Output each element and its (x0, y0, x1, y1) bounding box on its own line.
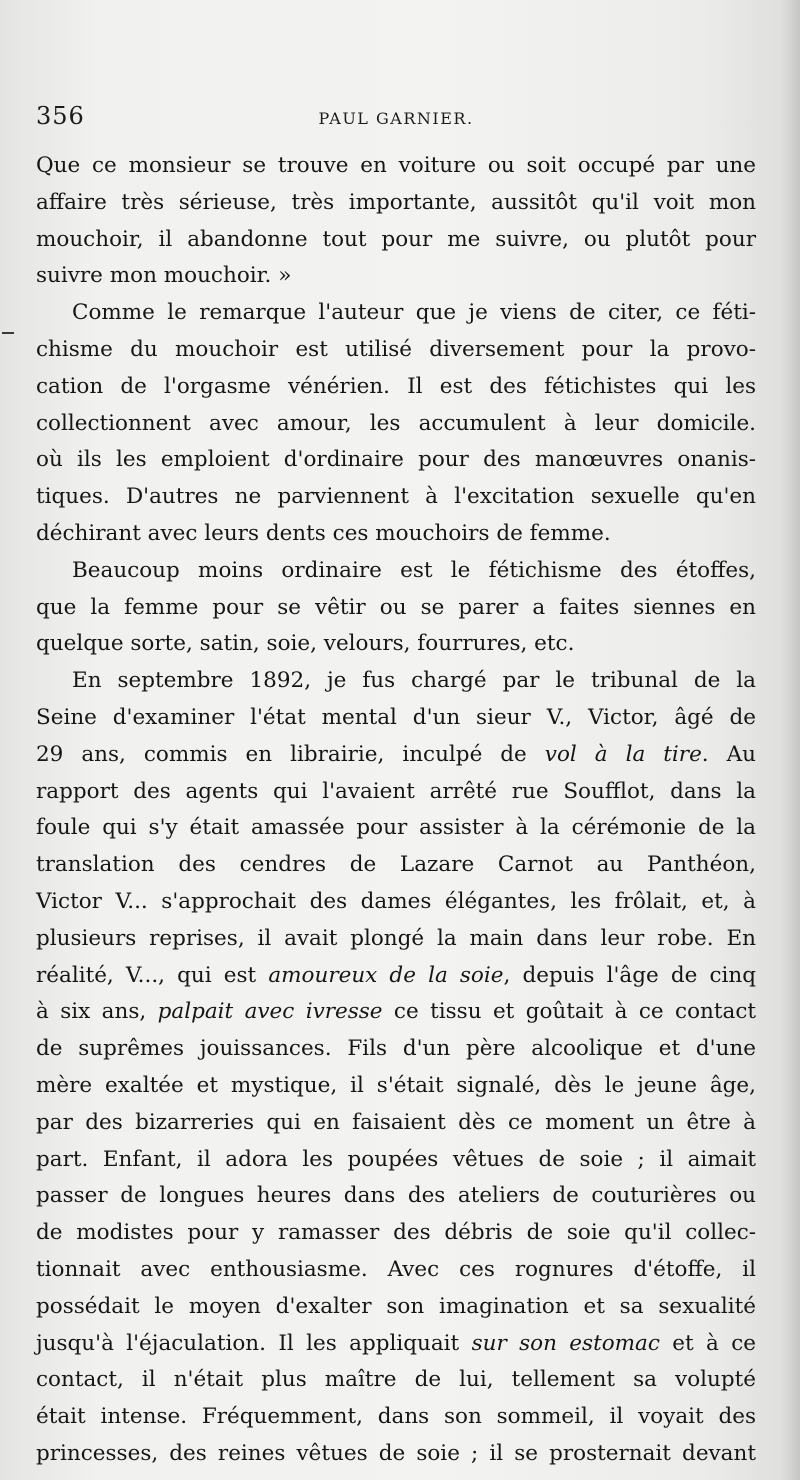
text-segment: , depuis l'âge de cinq (503, 962, 756, 988)
italic-phrase: palpait avec ivresse (157, 999, 383, 1025)
text-line: Victor V... s'approchait des dames élégantes, les frôlait, et, à (36, 888, 756, 914)
text-line: contact, il n'était plus maître de lui, tellement sa volupté (36, 1367, 756, 1393)
text-line: où ils les emploient d'ordinaire pour des manœuvres onanis- (36, 447, 756, 473)
text-line: possédait le moyen d'exalter son imagination et sa sexualité (36, 1293, 756, 1319)
text-line: plusieurs reprises, il avait plongé la main dans leur robe. En (36, 925, 756, 951)
page-header (36, 102, 756, 136)
text-line: Beaucoup moins ordinaire est le fétichisme des étoffes, (72, 557, 756, 583)
text-line-with-italic (36, 737, 756, 774)
text-line: de suprêmes jouissances. Fils d'un père alcoolique et d'une (36, 1036, 756, 1062)
text-line: rapport des agents qui l'avaient arrêté rue Soufflot, dans la (36, 778, 756, 804)
text-line: chisme du mouchoir est utilisé diversement pour la provo- (36, 336, 756, 362)
text-line: que la femme pour se vêtir ou se parer a faites siennes en (36, 594, 756, 620)
text-line: mouchoir, il abandonne tout pour me suivre, ou plutôt pour (36, 226, 756, 252)
text-line: En septembre 1892, je fus chargé par le tribunal de la (72, 668, 756, 694)
italic-phrase: amoureux de la soie (268, 962, 504, 988)
text-line: passer de longues heures dans des ateliers de couturières ou (36, 1183, 756, 1209)
text-line: tionnait avec enthousiasme. Avec ces rognures d'étoffe, il (36, 1256, 756, 1282)
text-line: tiques. D'autres ne parviennent à l'excitation sexuelle qu'en (36, 484, 756, 510)
text-line: princesses, des reines vêtues de soie ; il se prosternait devant (36, 1440, 756, 1466)
text-line: foule qui s'y était amassée pour assister à la cérémonie de la (36, 815, 756, 841)
text-segment: ce tissu et goûtait à ce contact (382, 999, 757, 1025)
text-line: mère exaltée et mystique, il s'était signalé, dès le jeune âge, (36, 1072, 756, 1098)
text-line-with-italic (36, 1326, 756, 1363)
text-segment: à six ans, (36, 999, 158, 1025)
body-text (36, 148, 756, 1473)
text-line: de modistes pour y ramasser des débris de soie qu'il collec- (36, 1220, 756, 1246)
text-line: Que ce monsieur se trouve en voiture ou soit occupé par une (36, 153, 756, 178)
running-head: PAUL GARNIER. (318, 109, 474, 128)
page-edge-shadow (782, 0, 800, 1480)
text-line: cation de l'orgasme vénérien. Il est des fétichistes qui les (36, 373, 756, 399)
page-number: 356 (36, 102, 85, 130)
italic-phrase: vol à la tire (544, 741, 702, 767)
text-line: Seine d'examiner l'état mental d'un sieur V., Victor, âgé de (36, 704, 756, 730)
text-line: translation des cendres de Lazare Carnot au Panthéon, (36, 852, 756, 878)
text-segment: . Au (701, 741, 757, 767)
text-line: affaire très sérieuse, très importante, aussitôt qu'il voit mon (36, 189, 756, 215)
text-line: Comme le remarque l'auteur que je viens de citer, ce féti- (72, 300, 756, 326)
text-segment: et à ce (659, 1330, 756, 1356)
text-segment: 29 ans, commis en librairie, inculpé de (36, 741, 545, 767)
text-line-with-italic (36, 958, 756, 995)
margin-mark (2, 332, 14, 334)
text-segment: jusqu'à l'éjaculation. Il les appliquait (36, 1330, 472, 1356)
italic-phrase: sur son estomac (471, 1330, 660, 1356)
text-line: déchirant avec leurs dents ces mouchoirs de femme. (36, 520, 611, 546)
text-line: par des bizarreries qui en faisaient dès ce moment un être à (36, 1109, 756, 1135)
text-line: part. Enfant, il adora les poupées vêtues de soie ; il aimait (36, 1146, 756, 1172)
text-line-with-italic (36, 994, 756, 1031)
text-line: collectionnent avec amour, les accumulent à leur domicile. (36, 410, 756, 436)
text-line: quelque sorte, satin, soie, velours, fourrures, etc. (36, 631, 575, 657)
text-line: était intense. Fréquemment, dans son sommeil, il voyait des (36, 1404, 756, 1430)
text-line: suivre mon mouchoir. » (36, 263, 292, 289)
text-segment: réalité, V..., qui est (36, 962, 269, 988)
